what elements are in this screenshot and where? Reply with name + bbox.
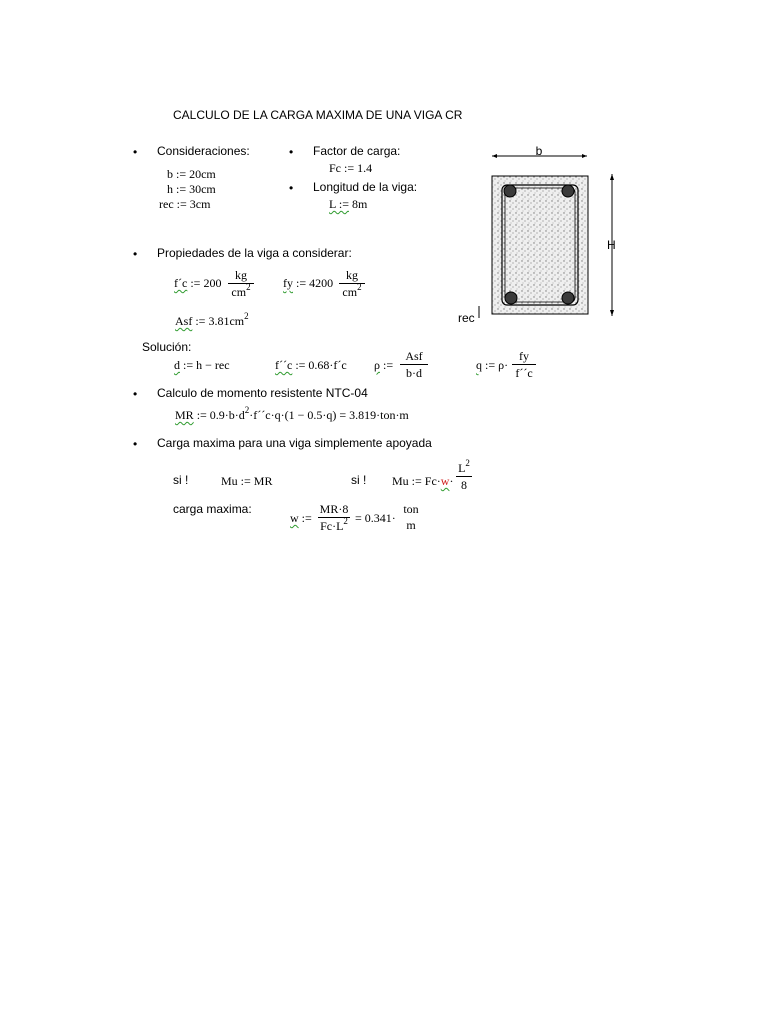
b-dimension-label: b [535, 144, 543, 158]
bullet: • [133, 145, 138, 159]
fc-unit-num: kg [235, 268, 247, 282]
fy-unit-num: kg [346, 268, 358, 282]
mr-expr-a: := 0.9·b·d [196, 408, 245, 422]
mr-name: MR [175, 408, 194, 422]
fc-name: f´c [174, 276, 188, 290]
l-label: L := [329, 197, 349, 211]
mr-expr-b: ·f´´c·q·(1 − 0.5·q) = 3.819·ton·m [249, 408, 409, 422]
w-formula [290, 511, 312, 526]
fc-unit-exp: 2 [246, 282, 251, 292]
h-definition [167, 182, 216, 197]
q-fraction [512, 349, 536, 380]
fc-label: Fc := [329, 161, 355, 175]
fy-op: := [296, 276, 307, 290]
bullet: • [133, 387, 138, 401]
w-num: MR·8 [319, 502, 349, 516]
arrow-right-icon [582, 154, 587, 158]
fcc-name: f´´c [275, 358, 293, 372]
q-num: fy [519, 349, 529, 363]
bullet: • [289, 181, 294, 195]
fc-value: 200 [203, 276, 222, 290]
momento-heading: Calculo de momento resistente NTC-04 [157, 386, 368, 400]
arrow-left-icon [492, 154, 497, 158]
fc-unit-den: cm [231, 285, 247, 299]
consideraciones-heading: Consideraciones: [157, 144, 250, 158]
rebar-bottom-right [562, 292, 574, 304]
mu-equals-fc [392, 474, 453, 489]
fc-value: 1.4 [357, 161, 373, 175]
rho-den: b·d [406, 366, 422, 380]
rebar-top-right [562, 185, 574, 197]
d-name: d [174, 358, 180, 372]
mr-formula [175, 405, 409, 423]
carga-heading: Carga maxima para una viga simplemente apoyada [157, 436, 432, 450]
l-value: 8m [352, 197, 368, 211]
factor-heading: Factor de carga: [313, 144, 401, 158]
rho-op: := [383, 358, 394, 372]
l-definition [329, 197, 367, 212]
w-fraction [318, 502, 350, 533]
solucion-heading: Solución: [142, 340, 192, 354]
mu-dot: · [449, 474, 454, 488]
concrete-section [492, 176, 588, 314]
rec-value: 3cm [189, 197, 211, 211]
w-den-exp: 2 [343, 516, 348, 526]
asf-exp: 2 [244, 311, 249, 321]
rec-label: rec := [159, 197, 187, 211]
l2-over-8-fraction [456, 458, 472, 492]
mu-expr: Mu := Fc· [392, 474, 441, 488]
fy-value: 4200 [309, 276, 334, 290]
w-op: := [301, 511, 312, 525]
w-result: = 0.341· [355, 511, 396, 525]
b-label: b := [167, 167, 187, 181]
rho-fraction [400, 349, 428, 380]
w-name: w [290, 511, 299, 525]
fcc-formula [275, 358, 347, 373]
carga-maxima-label: carga maxima: [173, 502, 252, 516]
w-unit-num: ton [403, 502, 419, 516]
asf-property [175, 311, 249, 329]
h-dimension-label: H [607, 238, 616, 252]
eight-denominator: 8 [461, 478, 467, 492]
page-title: CALCULO DE LA CARGA MAXIMA DE UNA VIGA CR [173, 108, 463, 122]
si-label-1: si ! [173, 473, 189, 487]
w-unit-fraction [400, 502, 422, 532]
bullet: • [289, 145, 294, 159]
asf-value: 3.81cm [208, 314, 245, 328]
q-name: q [476, 358, 482, 372]
fc-definition [329, 161, 372, 176]
arrow-up-icon [610, 174, 614, 180]
fy-name: fy [283, 276, 293, 290]
w-variable: w [440, 474, 450, 488]
b-value: 20cm [189, 167, 216, 181]
rho-formula [374, 358, 393, 373]
fc-op: := [190, 276, 201, 290]
l-numerator: L [458, 461, 466, 475]
arrow-down-icon [610, 310, 614, 316]
fy-unit-den: cm [342, 285, 358, 299]
q-op: := ρ· [485, 358, 509, 372]
fc-property [174, 276, 221, 291]
h-label: h := [167, 182, 187, 196]
l-exp: 2 [465, 458, 470, 468]
rec-dimension-label: rec [458, 311, 475, 325]
q-formula [476, 358, 508, 373]
bullet: • [133, 437, 138, 451]
asf-name: Asf [175, 314, 193, 328]
d-expr: := h − rec [183, 358, 230, 372]
mr-exp: 2 [244, 405, 250, 415]
fcc-expr: := 0.68·f´c [295, 358, 347, 372]
rho-num: Asf [405, 349, 423, 363]
propiedades-heading: Propiedades de la viga a considerar: [157, 246, 352, 260]
mu-equals-mr: Mu := MR [221, 474, 273, 488]
q-den: f´´c [515, 366, 533, 380]
w-unit-den: m [406, 518, 416, 532]
w-den: Fc·L [320, 519, 344, 533]
d-formula [174, 358, 230, 373]
rho-name: ρ [374, 358, 380, 372]
rebar-top-left [504, 185, 516, 197]
longitud-heading: Longitud de la viga: [313, 180, 418, 194]
b-definition [167, 167, 216, 182]
beam-section-diagram [455, 140, 625, 330]
si-label-2: si ! [351, 473, 367, 487]
fy-unit-fraction [339, 268, 365, 299]
h-value: 30cm [189, 182, 216, 196]
fc-unit-fraction [228, 268, 254, 299]
asf-op: := [195, 314, 206, 328]
rec-definition [159, 197, 210, 212]
fy-unit-exp: 2 [357, 282, 362, 292]
fy-property [283, 276, 333, 291]
rebar-bottom-left [505, 292, 517, 304]
bullet: • [133, 247, 138, 261]
